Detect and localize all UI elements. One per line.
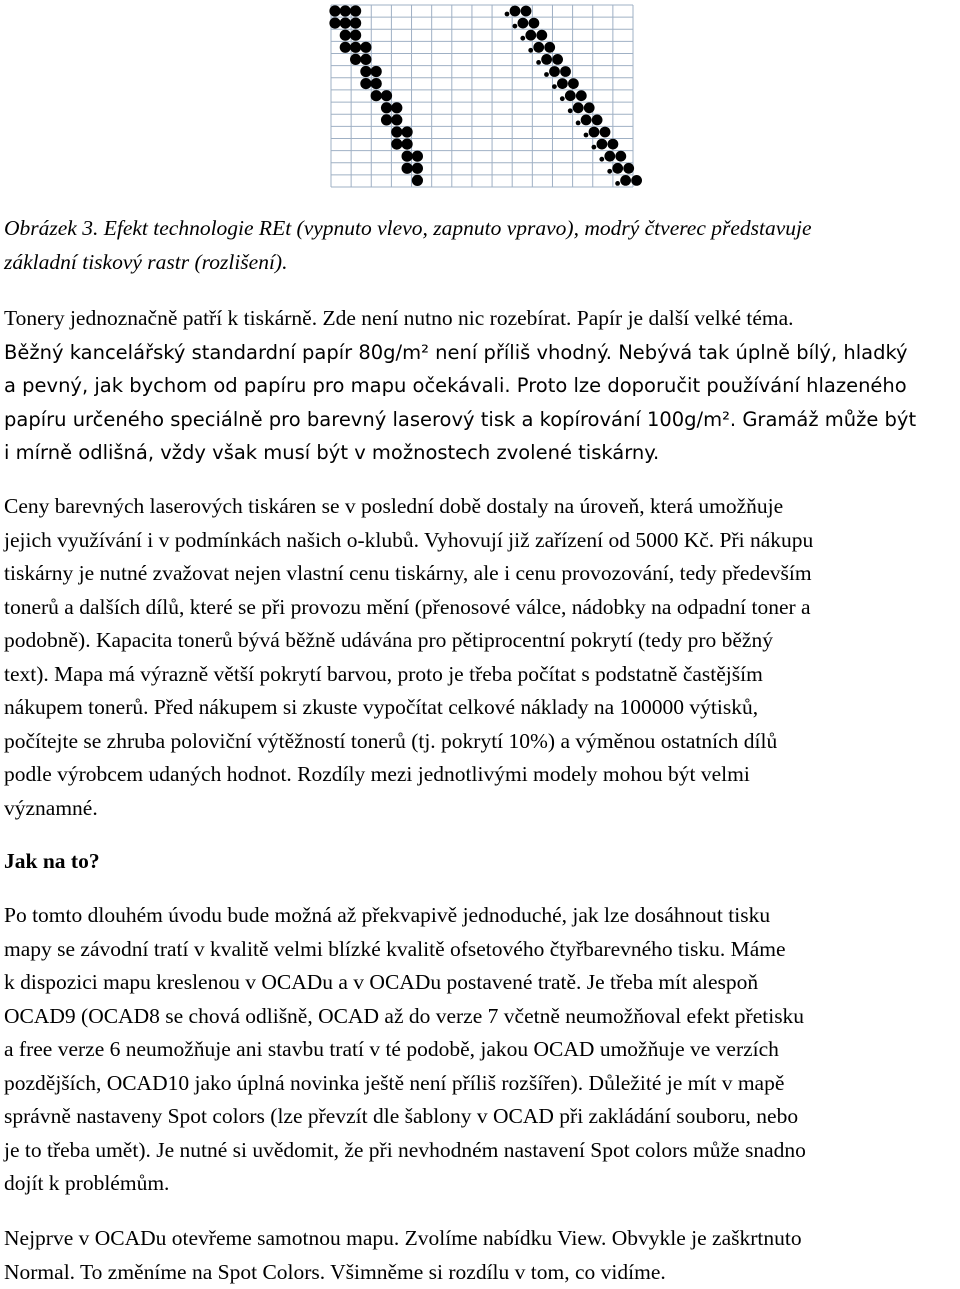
paragraph-line: je to třeba umět). Je nutné si uvědomit, že při nevhodném nastavení Spot colors může snadno — [4, 1137, 806, 1162]
caption-line: Obrázek 3. Efekt technologie REt (vypnuto vlevo, zapnuto vpravo), modrý čtverec představuje — [4, 216, 812, 240]
pixel-dot — [412, 175, 423, 186]
pixel-dot — [520, 36, 525, 41]
paragraph-line: i mírně odlišná, vždy však musí být v možnostech zvolené tiskárny. — [4, 441, 660, 464]
pixel-dot — [552, 84, 557, 89]
caption-line: základní tiskový rastr (rozlišení). — [4, 249, 288, 274]
paragraph-line: tiskárny je nutné zvažovat nejen vlastní cenu tiskárny, ale i cenu provozování, tedy především — [4, 561, 812, 585]
pixel-dot — [510, 6, 521, 17]
pixel-dot — [381, 102, 392, 113]
paragraph-line: dojít k problémům. — [4, 1171, 170, 1195]
pixel-dot — [576, 121, 581, 126]
pixel-dot — [360, 78, 371, 89]
paragraph-printer-prices — [4, 490, 954, 825]
pixel-dot — [340, 5, 351, 16]
pixel-dot — [371, 78, 382, 89]
pixel-dot — [544, 72, 549, 77]
pixel-dot — [541, 54, 552, 65]
pixel-dot — [350, 30, 361, 41]
pixel-dot — [592, 145, 597, 150]
pixel-dot — [525, 30, 536, 41]
ret-comparison-figure — [0, 0, 960, 195]
pixel-dot — [604, 151, 615, 162]
pixel-dot — [329, 5, 340, 16]
pixel-dot — [615, 181, 620, 186]
paragraph-line: Běžný kancelářský standardní papír 80g/m² není příliš vhodný. Nebývá tak úplně bílý, hladký — [4, 340, 908, 364]
paragraph-line: text). Mapa má výrazně větší pokrytí barvou, proto je třeba počítat s podstatně častějším — [4, 661, 763, 686]
pixel-dot — [412, 163, 423, 174]
pixel-dot — [584, 133, 589, 138]
paragraph-line: správně nastaveny Spot colors (lze převzít dle šablony v OCAD při zakládání souboru, nebo — [4, 1104, 799, 1128]
pixel-dot — [402, 126, 413, 137]
pixel-dot — [552, 54, 563, 65]
pixel-dot — [381, 90, 392, 101]
pixel-dot — [513, 24, 518, 29]
pixel-dot — [565, 90, 576, 101]
paragraph-line: papíru určeného speciálně pro barevný laserový tisk a kopírování 100g/m². Gramáž může být — [4, 407, 917, 431]
pixel-dot — [557, 78, 568, 89]
pixel-dot — [581, 115, 592, 126]
pixel-dot — [576, 90, 587, 101]
pixel-dot — [350, 42, 361, 53]
pixel-dot — [536, 30, 547, 41]
pixel-dot — [589, 127, 600, 138]
paragraph-line: nákupem tonerů. Před nákupem si zkuste vypočítat celkové náklady na 100000 výtisků, — [4, 695, 759, 719]
pixel-dot — [568, 108, 573, 113]
paragraph-line: významné. — [4, 795, 98, 820]
pixel-dot — [371, 90, 382, 101]
pixel-dot — [620, 175, 631, 186]
pixel-dot — [391, 114, 402, 125]
pixel-dot — [608, 139, 619, 150]
pixel-dot — [612, 163, 623, 174]
paragraph-ocad-view — [4, 1222, 954, 1289]
paragraph-line: k dispozici mapu kreslenou v OCADu a v OCADu postavené tratě. Je třeba mít alespoň — [4, 970, 759, 994]
pixel-dot — [412, 151, 423, 162]
paragraph-line: pozdějších, OCAD10 jako úplná novinka ještě není příliš rozšířen). Důležité je mít v mapě — [4, 1070, 785, 1095]
pixel-dot — [350, 5, 361, 16]
pixel-dot — [340, 18, 351, 29]
pixel-dot — [607, 169, 612, 174]
pixel-dot — [371, 66, 382, 77]
pixel-dot — [573, 102, 584, 113]
paragraph-line: OCAD9 (OCAD8 se chová odlišně, OCAD až do verze 7 včetně neumožňoval efekt přetisku — [4, 1003, 805, 1028]
pixel-dot — [631, 175, 642, 186]
paragraph-how-to — [4, 899, 954, 1201]
pixel-dot — [592, 115, 603, 126]
paragraph-line: Normal. To změníme na Spot Colors. Všimněme si rozdílu v tom, co vidíme. — [4, 1259, 666, 1284]
pixel-dot — [597, 139, 608, 150]
pixel-dot — [329, 18, 340, 29]
pixel-dot — [360, 42, 371, 53]
paragraph-line: Nejprve v OCADu otevřeme samotnou mapu. Zvolíme nabídku View. Obvykle je zaškrtnuto — [4, 1226, 802, 1250]
pixel-dot — [518, 18, 529, 29]
paragraph-toners-paper — [4, 302, 954, 470]
pixel-dot — [533, 42, 544, 53]
pixel-dot — [599, 157, 604, 162]
pixel-dot — [505, 12, 510, 17]
paragraph-line: počítejte se zhruba poloviční výtěžností tonerů (tj. pokrytí 10%) a výměnou ostatních dílů — [4, 728, 778, 753]
paragraph-line: mapy se závodní tratí v kvalitě velmi blízké kvalitě ofsetového čtyřbarevného tisku. Máme — [4, 936, 786, 961]
paragraph-line: podle výrobcem udaných hodnot. Rozdíly mezi jednotlivými modely mohou být velmi — [4, 762, 750, 786]
paragraph-line: a pevný, jak bychom od papíru pro mapu očekávali. Proto lze doporučit používání hlazeného — [4, 374, 907, 397]
pixel-dot — [549, 66, 560, 77]
paragraph-line: a free verze 6 neumožňuje ani stavbu tratí v té podobě, jakou OCAD umožňuje ve verzích — [4, 1037, 779, 1061]
pixel-dot — [360, 54, 371, 65]
pixel-dot — [560, 66, 571, 77]
pixel-dot — [521, 6, 532, 17]
pixel-dot — [391, 139, 402, 150]
paragraph-line: podobně). Kapacita tonerů bývá běžně udávána pro pětiprocentní pokrytí (tedy pro běžný — [4, 628, 773, 652]
pixel-dot — [623, 163, 634, 174]
paragraph-line: jejich využívání i v podmínkách našich o-klubů. Vyhovují již zařízení od 5000 Kč. Při nákupu — [4, 527, 814, 552]
pixel-dot — [340, 30, 351, 41]
pixel-dot — [528, 48, 533, 53]
pixel-dot — [340, 42, 351, 53]
pixel-dot — [584, 102, 595, 113]
pixel-dot — [360, 66, 371, 77]
pixel-dot — [560, 96, 565, 101]
pixel-dot — [350, 54, 361, 65]
figure-caption — [4, 212, 954, 279]
pixel-dot — [536, 60, 541, 65]
pixel-dot — [529, 18, 540, 29]
pixel-dot — [391, 126, 402, 137]
pixel-dot — [544, 42, 555, 53]
pixel-dot — [402, 163, 413, 174]
paragraph-line: Po tomto dlouhém úvodu bude možná až překvapivě jednoduché, jak lze dosáhnout tisku — [4, 903, 771, 927]
pixel-dot — [615, 151, 626, 162]
section-heading: Jak na to? — [4, 849, 100, 873]
pixel-dot — [402, 151, 413, 162]
pixel-dot — [600, 127, 611, 138]
pixel-dot — [350, 18, 361, 29]
paragraph-line: tonerů a dalších dílů, které se při provozu mění (přenosové válce, nádobky na odpadní toner a — [4, 594, 811, 619]
paragraph-line: Tonery jednoznačně patří k tiskárně. Zde není nutno nic rozebírat. Papír je další velké téma. — [4, 306, 794, 330]
pixel-dot — [568, 78, 579, 89]
pixel-dot — [391, 102, 402, 113]
pixel-dot — [381, 114, 392, 125]
paragraph-line: Ceny barevných laserových tiskáren se v poslední době dostaly na úroveň, která umožňuje — [4, 494, 784, 518]
pixel-dot — [402, 139, 413, 150]
